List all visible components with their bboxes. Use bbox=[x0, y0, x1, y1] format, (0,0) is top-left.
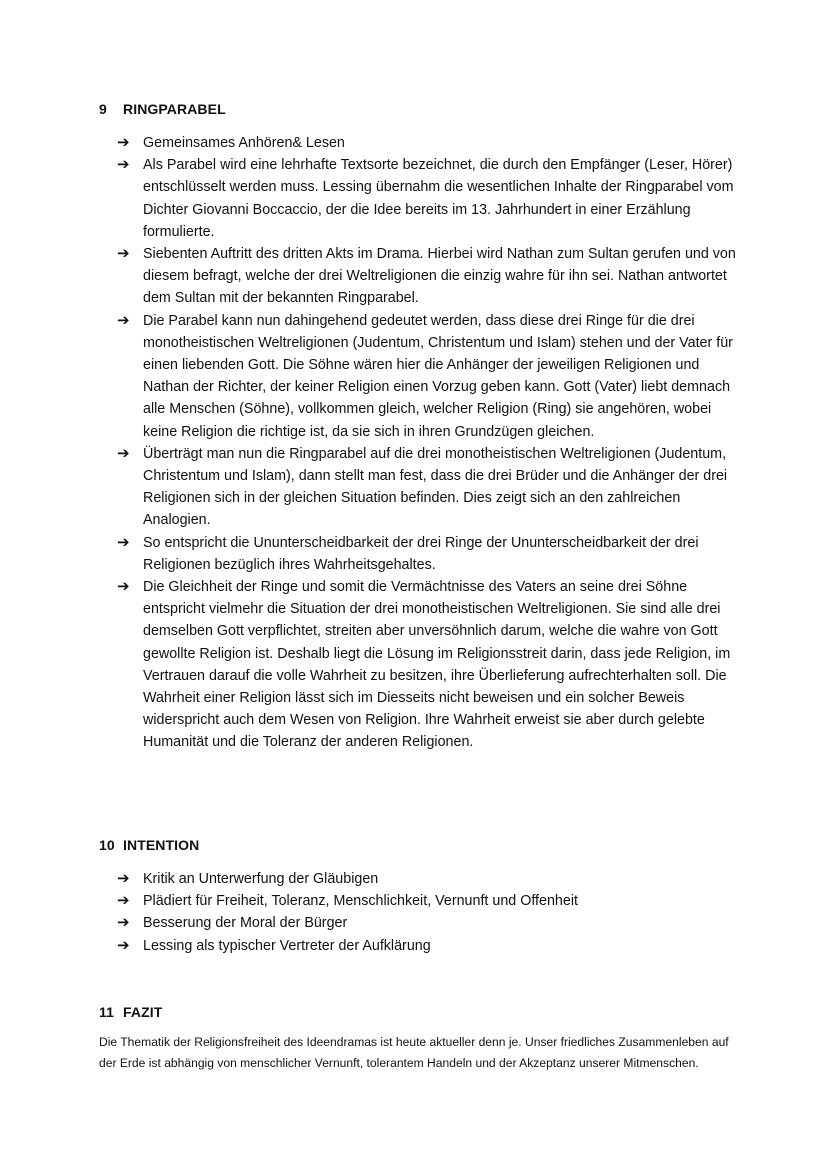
list-item: ➔ So entspricht die Ununterscheidbarkeit der drei Ringe der Ununterscheidbarkeit der drei Religionen bezüglich ihres Wahrheitsgehaltes. bbox=[117, 533, 699, 573]
fazit-paragraph: Die Thematik der Religionsfreiheit des Ideendramas ist heute aktueller denn je. Unser friedliches Zusammenleben auf der Erde ist abhängig von menschlicher Vernunft, tolerantem Handeln und der Akzeptanz unserer Mitmenschen. bbox=[99, 1035, 729, 1070]
arrow-right-icon: ➔ bbox=[117, 870, 130, 887]
arrow-right-icon: ➔ bbox=[117, 533, 130, 551]
section-heading-ringparabel bbox=[99, 101, 226, 117]
section-number: 9 bbox=[99, 101, 107, 117]
list-item: ➔ Plädiert für Freiheit, Toleranz, Menschlichkeit, Vernunft und Offenheit bbox=[117, 890, 637, 912]
arrow-right-icon: ➔ bbox=[117, 134, 130, 151]
arrow-right-icon: ➔ bbox=[117, 245, 130, 263]
arrow-right-icon: ➔ bbox=[117, 936, 130, 954]
section-number: 10 bbox=[99, 837, 115, 853]
arrow-right-icon: ➔ bbox=[117, 892, 130, 910]
section-heading-fazit bbox=[99, 1004, 162, 1020]
list-item: ➔ Die Gleichheit der Ringe und somit die Vermächtnisse des Vaters an seine drei Söhne entspricht vielmehr die Situation der drei monotheistischen Weltreligionen. Sie sind alle drei demselben Gott verpflichtet, streiten aber unversöhnlich darum, welche die wahre von Gott gewollte Religion ist. Deshalb liegt die Lösung im Religionsstreit darin, dass jede Religion, im Vertrauen darauf die volle Wahrheit zu besitzen, ihre Überlieferung aufrechterhalten soll. Die Wahrheit einer Religion lässt sich im Diesseits nicht beweisen und ein solcher Beweis widerspricht auch dem Wesen von Religion. Ihre Wahrheit erweist sie aber durch gelebte Humanität und die Toleranz der anderen Religionen. bbox=[117, 578, 731, 751]
list-item: ➔ Gemeinsames Anhören& Lesen bbox=[117, 132, 747, 154]
arrow-right-icon: ➔ bbox=[117, 444, 130, 462]
list-item: ➔ Die Parabel kann nun dahingehend gedeutet werden, dass diese drei Ringe für die drei monotheistischen Weltreligionen (Judentum, Christentum und Islam) stehen und der Vater für einen liebenden Gott. Die Söhne wären hier die Anhänger der jeweiligen Religionen und Nathan der Richter, der keiner Religion einen Vorzug geben kann. Gott (Vater) liebt demnach alle Menschen (Söhne), vollkommen gleich, welcher Religion (Ring) sie angehören, wobei keine Religion die richtige ist, da sie sich in ihren Grundzügen gleichen. bbox=[117, 311, 733, 440]
ringparabel-list bbox=[117, 132, 747, 754]
section-number: 11 bbox=[99, 1004, 114, 1020]
list-item: ➔ Kritik an Unterwerfung der Gläubigen bbox=[117, 868, 637, 890]
section-title: FAZIT bbox=[123, 1004, 163, 1020]
list-item: ➔ Als Parabel wird eine lehrhafte Textsorte bezeichnet, die durch den Empfänger (Leser, Hörer) entschlüsselt werden muss. Lessing übernahm die wesentlichen Inhalte der Ringparabel vom Dichter Giovanni Boccaccio, der die Idee bereits im 13. Jahrhundert in einer Erzählung formulierte. bbox=[117, 156, 734, 240]
section-heading-intention bbox=[99, 837, 199, 853]
list-item: ➔ Besserung der Moral der Bürger bbox=[117, 912, 637, 934]
section-title: INTENTION bbox=[123, 837, 200, 853]
arrow-right-icon: ➔ bbox=[117, 914, 130, 932]
list-item: ➔ Lessing als typischer Vertreter der Aufklärung bbox=[117, 935, 637, 957]
arrow-right-icon: ➔ bbox=[117, 156, 130, 174]
intention-list bbox=[117, 868, 637, 957]
arrow-right-icon: ➔ bbox=[117, 578, 130, 596]
list-item: ➔ Überträgt man nun die Ringparabel auf die drei monotheistischen Weltreligionen (Judentum, Christentum und Islam), dann stellt man fest, dass die drei Brüder und die Anhänger der drei Religionen sich in der gleichen Situation befinden. Dies zeigt sich an den zahlreichen Analogien. bbox=[117, 444, 728, 529]
section-title: RINGPARABEL bbox=[123, 101, 226, 117]
list-item: ➔ Siebenten Auftritt des dritten Akts im Drama. Hierbei wird Nathan zum Sultan gerufen und von diesem befragt, welche der drei Weltreligionen die einzig wahre für ihn sei. Nathan antwortet dem Sultan mit der bekannten Ringparabel. bbox=[117, 245, 736, 307]
arrow-right-icon: ➔ bbox=[117, 311, 130, 329]
